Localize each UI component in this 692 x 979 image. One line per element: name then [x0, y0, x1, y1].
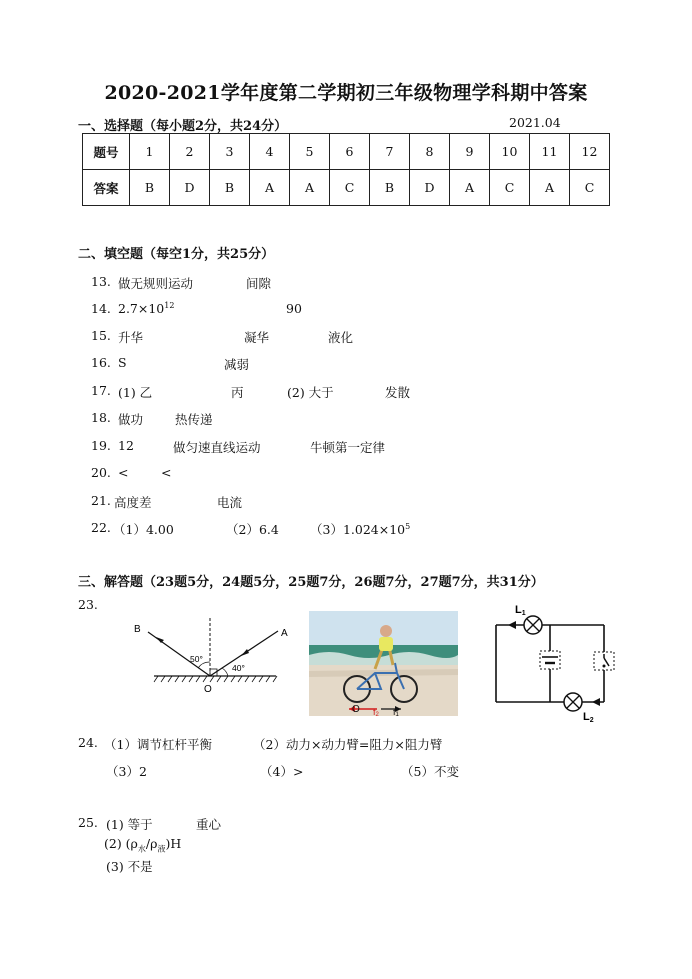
- question-number: 12: [570, 134, 610, 170]
- question-number: 7: [370, 134, 410, 170]
- question-num: 17.: [91, 383, 111, 398]
- row-label: 题号: [83, 134, 130, 170]
- answer-cell: C: [570, 170, 610, 206]
- answer-text: 做匀速直线运动: [173, 440, 261, 455]
- answer-cell: A: [290, 170, 330, 206]
- number-base: （3）1.024×10: [310, 522, 406, 537]
- question-23-number: 23.: [78, 597, 98, 612]
- answer-text: （1）4.00: [113, 522, 174, 537]
- label-f1: f1: [393, 707, 399, 716]
- answer-text: 90: [286, 301, 302, 316]
- answer-text: 升华: [118, 330, 144, 345]
- circuit-diagram: [488, 600, 628, 722]
- answer-text: S: [118, 355, 127, 370]
- answer-text: 12: [118, 438, 134, 453]
- label-f2: f2: [373, 707, 379, 716]
- label-o: O: [352, 704, 360, 715]
- angle-arc-40: [222, 668, 228, 676]
- answer-cell: B: [130, 170, 170, 206]
- answer-cell: C: [330, 170, 370, 206]
- page-title: 2020-2021学年度第二学期初三年级物理学科期中答案: [104, 82, 588, 104]
- answer-text: 做功: [118, 412, 144, 427]
- question-num: 21.: [91, 493, 111, 508]
- answer-text: 高度差: [114, 495, 152, 510]
- answer-text: 发散: [385, 385, 411, 400]
- lamp-l2: [564, 693, 582, 711]
- question-number: 5: [290, 134, 330, 170]
- label-o: O: [204, 684, 212, 695]
- rider-head: [380, 625, 392, 637]
- question-number: 11: [530, 134, 570, 170]
- question-num: 15.: [91, 328, 111, 343]
- angle-label-50: 50°: [190, 654, 203, 664]
- answer-text: （5）不变: [401, 764, 459, 779]
- rider-shirt: [379, 637, 393, 651]
- lamp-l1: [524, 616, 542, 634]
- question-num: 13.: [91, 274, 111, 289]
- question-number: 6: [330, 134, 370, 170]
- question-num: 25.: [78, 815, 98, 830]
- answer-cell: A: [250, 170, 290, 206]
- bicycle-scene: [309, 611, 458, 716]
- question-num: 20.: [91, 465, 111, 480]
- exam-date: 2021.04: [509, 115, 561, 130]
- switch-symbol: [594, 652, 614, 670]
- section3-heading: 三、解答题（23题5分，24题5分，25题7分，26题7分，27题7分，共31分）: [78, 575, 544, 590]
- answer-text: <: [161, 465, 172, 480]
- answer-cell: A: [530, 170, 570, 206]
- question-number: 4: [250, 134, 290, 170]
- label-b: B: [134, 624, 141, 635]
- question-number: 8: [410, 134, 450, 170]
- answer-text: （2）6.4: [226, 522, 279, 537]
- question-number: 1: [130, 134, 170, 170]
- answer-text: 凝华: [244, 330, 270, 345]
- table-row-numbers: [83, 134, 610, 170]
- label-l1: L1: [515, 604, 526, 617]
- section2-heading: 二、填空题（每空1分，共25分）: [78, 247, 275, 262]
- answer-text: 热传递: [175, 412, 213, 427]
- answer-text: [310, 520, 410, 538]
- row-label: 答案: [83, 170, 130, 206]
- answer-text: （2）动力×动力臂=阻力×阻力臂: [253, 737, 443, 752]
- question-num: 14.: [91, 301, 111, 316]
- table-row-answers: [83, 170, 610, 206]
- answer-text: (1) 等于: [106, 817, 153, 832]
- question-number: 9: [450, 134, 490, 170]
- answer-text: (2) 大于: [287, 385, 334, 400]
- section1-heading: 一、选择题（每小题2分，共24分）: [78, 119, 288, 134]
- question-number: 10: [490, 134, 530, 170]
- question-num: 22.: [91, 520, 111, 535]
- label-a: A: [281, 628, 288, 639]
- bicycle-photo: [309, 611, 458, 716]
- exponent: 5: [405, 521, 411, 531]
- answer-text: 减弱: [224, 357, 250, 372]
- incident-ray-arrow: [241, 649, 249, 656]
- number-base: 2.7×10: [118, 301, 165, 317]
- answer-cell: B: [210, 170, 250, 206]
- question-num: 16.: [91, 355, 111, 370]
- question-num: 18.: [91, 410, 111, 425]
- label-l2: L2: [583, 711, 594, 722]
- answer-text: 牛顿第一定律: [310, 440, 386, 455]
- answer-text: 丙: [231, 385, 244, 400]
- answer-text: 液化: [328, 330, 354, 345]
- answer-text: 做无规则运动: [118, 276, 194, 291]
- answer-text: 间隙: [246, 276, 272, 291]
- answer-cell: D: [170, 170, 210, 206]
- reflection-diagram: [128, 616, 288, 696]
- answer-text: 重心: [196, 817, 222, 832]
- answer-cell: C: [490, 170, 530, 206]
- answer-text: [118, 301, 174, 316]
- question-number: 3: [210, 134, 250, 170]
- answer-text: <: [118, 465, 129, 480]
- answer-text: (1) 乙: [118, 385, 153, 400]
- exponent: 12: [164, 301, 175, 310]
- answer-text: （3）2: [106, 764, 147, 779]
- answer-cell: B: [370, 170, 410, 206]
- current-arrow-top: [508, 621, 516, 629]
- question-number: 2: [170, 134, 210, 170]
- battery-symbol: [540, 651, 560, 669]
- question-num: 24.: [78, 735, 98, 750]
- question-num: 19.: [91, 438, 111, 453]
- current-arrow-bottom: [592, 698, 600, 706]
- answer-text: (3) 不是: [106, 859, 153, 874]
- mirror-hatching: [154, 676, 277, 682]
- answer-cell: D: [410, 170, 450, 206]
- answer-cell: A: [450, 170, 490, 206]
- answer-text: 电流: [217, 495, 243, 510]
- angle-label-40: 40°: [232, 663, 245, 673]
- answer-formula: (2) $(\rho_水/\rho_液)H$: [104, 836, 182, 854]
- answer-text: （1）调节杠杆平衡: [104, 737, 212, 752]
- answer-table: [82, 133, 610, 206]
- answer-text: （4）>: [260, 764, 304, 779]
